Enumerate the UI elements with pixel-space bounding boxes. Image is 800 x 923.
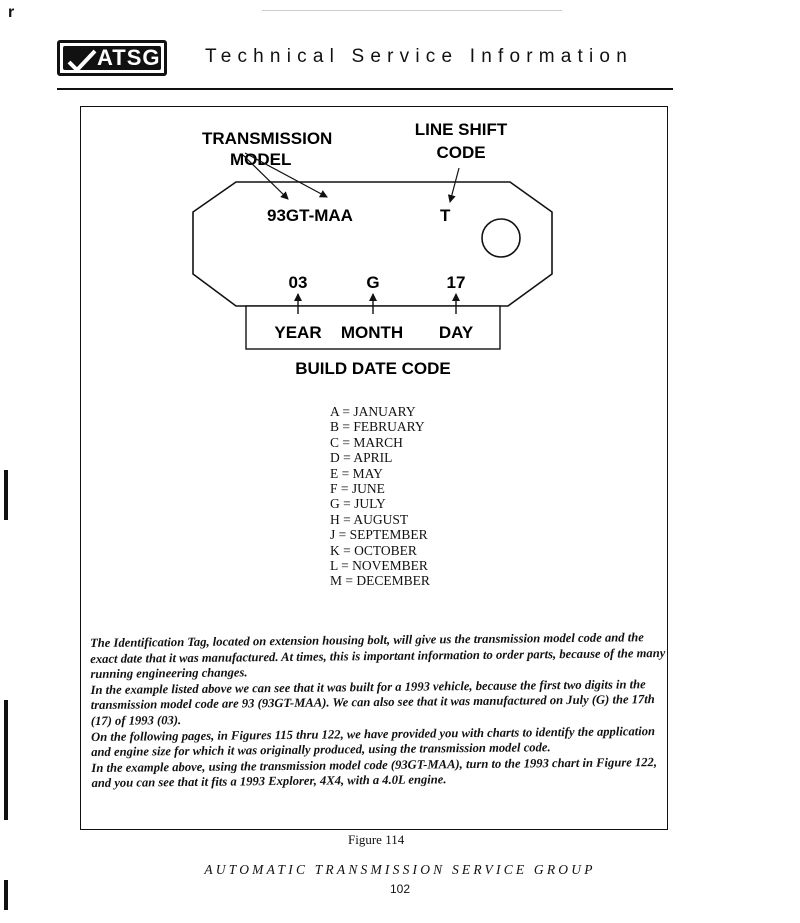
list-item: L = NOVEMBER <box>330 558 428 574</box>
atsg-logo <box>57 40 167 76</box>
paragraph: The Identification Tag, located on extension housing bolt, will give us the transmission model code and the exact date that it was manufactured. At times, this is important information to order parts, because of the many running engineering changes. <box>90 630 666 682</box>
day-label: DAY <box>438 323 474 342</box>
list-item: G = JULY <box>330 496 386 512</box>
explanation-text <box>90 630 672 792</box>
list-item: B = FEBRUARY <box>330 419 425 435</box>
shift-code: T <box>440 206 451 225</box>
year-value: 03 <box>288 273 308 292</box>
header-divider <box>57 88 673 90</box>
margin-bar <box>4 470 8 520</box>
list-item: H = AUGUST <box>330 511 409 527</box>
footer-title: AUTOMATIC TRANSMISSION SERVICE GROUP <box>204 862 596 877</box>
list-item: E = MAY <box>330 465 383 481</box>
page-number: 102 <box>389 882 411 896</box>
logo-text: ATSG <box>97 45 161 70</box>
paragraph: In the example above, using the transmission model code (93GT-MAA), turn to the 1993 chart in Figure 122, and you can see that it fits a 1993 Explorer, 4X4, with a 4.0L engine. <box>91 754 658 791</box>
list-item: K = OCTOBER <box>330 542 417 558</box>
month-value: G <box>366 273 380 292</box>
transmission-model-label: TRANSMISSION <box>202 129 333 148</box>
model-code: 93GT-MAA <box>267 206 353 225</box>
checkmark-icon <box>67 48 97 74</box>
day-value: 17 <box>446 273 466 292</box>
list-item: F = JUNE <box>330 481 385 497</box>
figure-caption: Figure 114 <box>348 832 405 847</box>
list-item: D = APRIL <box>330 450 393 466</box>
identification-tag-diagram <box>80 106 668 396</box>
list-item: J = SEPTEMBER <box>330 527 428 543</box>
list-item: A = JANUARY <box>330 404 416 419</box>
pointer-arrow-icon <box>450 168 459 202</box>
line-shift-code-label: CODE <box>436 143 486 162</box>
year-label: YEAR <box>274 323 322 342</box>
build-date-title: BUILD DATE CODE <box>295 359 451 378</box>
month-code-list <box>330 404 430 589</box>
header-title: Technical Service Information <box>205 46 633 67</box>
list-item: C = MARCH <box>330 434 403 450</box>
mounting-hole-icon <box>482 219 520 257</box>
transmission-model-label: MODEL <box>230 150 292 169</box>
margin-bar <box>4 700 8 820</box>
paragraph: In the example listed above we can see that it was built for a 1993 vehicle, because the first two digits in the transmission model code are 93 (93GT-MAA). We can also see that it was manufactured on July (G) the 17th (17) of 1993 (03). <box>90 676 655 728</box>
list-item: M = DECEMBER <box>330 573 430 589</box>
line-shift-code-label: LINE SHIFT <box>414 120 508 139</box>
corner-mark: r <box>8 4 15 21</box>
scan-line <box>262 10 562 11</box>
paragraph: On the following pages, in Figures 115 thru 122, we have provided you with charts to identify the application and engine size for which it was originally produced, using the transmission model code. <box>90 723 656 760</box>
month-label: MONTH <box>340 323 404 342</box>
